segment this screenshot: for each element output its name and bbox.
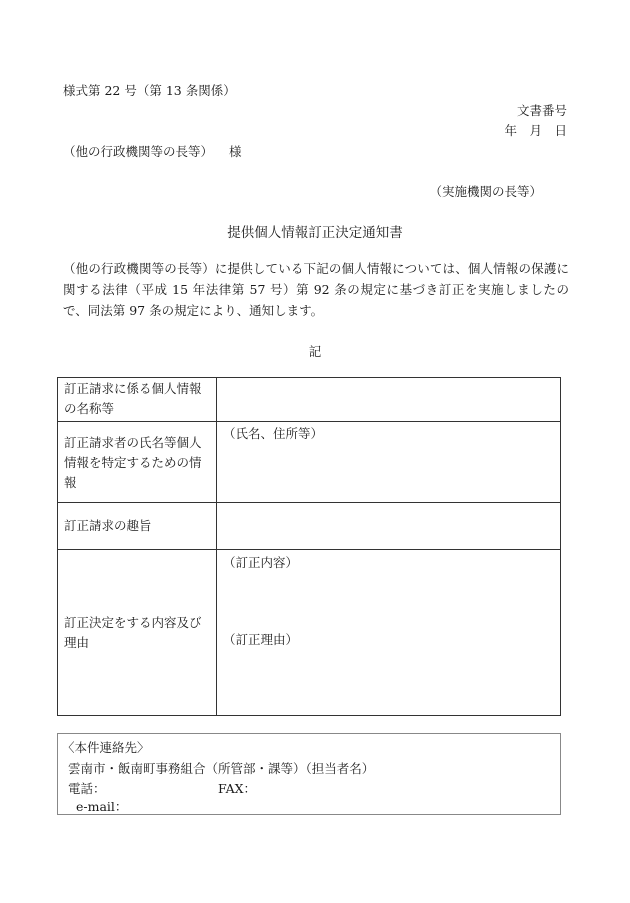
document-title: 提供個人情報訂正決定通知書 — [227, 225, 403, 241]
correction-reason-label: （訂正理由） — [223, 632, 299, 647]
ki-heading: 記 — [308, 344, 322, 359]
correction-content-label: （訂正内容） — [223, 555, 299, 570]
table-label-decision: 訂正決定をする内容及び理由 — [58, 550, 217, 716]
table-row-information-name — [58, 378, 561, 422]
table-label-purpose: 訂正請求の趣旨 — [58, 503, 217, 550]
document-number-label: 文書番号 — [516, 103, 567, 118]
information-table — [57, 377, 561, 716]
form-number: 様式第 22 号（第 13 条関係） — [63, 83, 236, 98]
contact-email-label: e-mail： — [76, 799, 128, 814]
contact-organization: 雲南市・飯南町事務組合（所管部・課等）（担当者名） — [68, 761, 375, 776]
body-paragraph: （他の行政機関等の長等）に提供している下記の個人情報については、個人情報の保護に関する法律（平成 15 年法律第 57 号）第 92 条の規定に基づき訂正を実施しましたので、同法第 97 条の規定により、通知します。 — [63, 261, 569, 318]
addressee — [63, 142, 242, 160]
table-row-requester — [58, 422, 561, 503]
addressee-honorific: 様 — [229, 144, 242, 159]
table-row-decision — [58, 550, 561, 716]
addressee-name: （他の行政機関等の長等） — [63, 144, 214, 159]
sender: （実施機関の長等） — [429, 184, 542, 199]
table-row-purpose — [58, 503, 561, 550]
table-label-requester: 訂正請求者の氏名等個人情報を特定するための情報 — [58, 422, 217, 503]
contact-phone-label: 電話： — [68, 781, 106, 796]
table-value-requester: （氏名、住所等） — [217, 422, 561, 503]
contact-heading: 〈本件連絡先〉 — [62, 740, 150, 755]
contact-fax-label: FAX： — [218, 781, 257, 796]
table-label-information-name: 訂正請求に係る個人情報の名称等 — [58, 378, 217, 422]
date-label: 年 月 日 — [504, 123, 567, 138]
table-value-information-name — [217, 378, 561, 422]
table-value-purpose — [217, 503, 561, 550]
table-value-decision — [217, 550, 561, 716]
contact-box — [57, 733, 561, 815]
